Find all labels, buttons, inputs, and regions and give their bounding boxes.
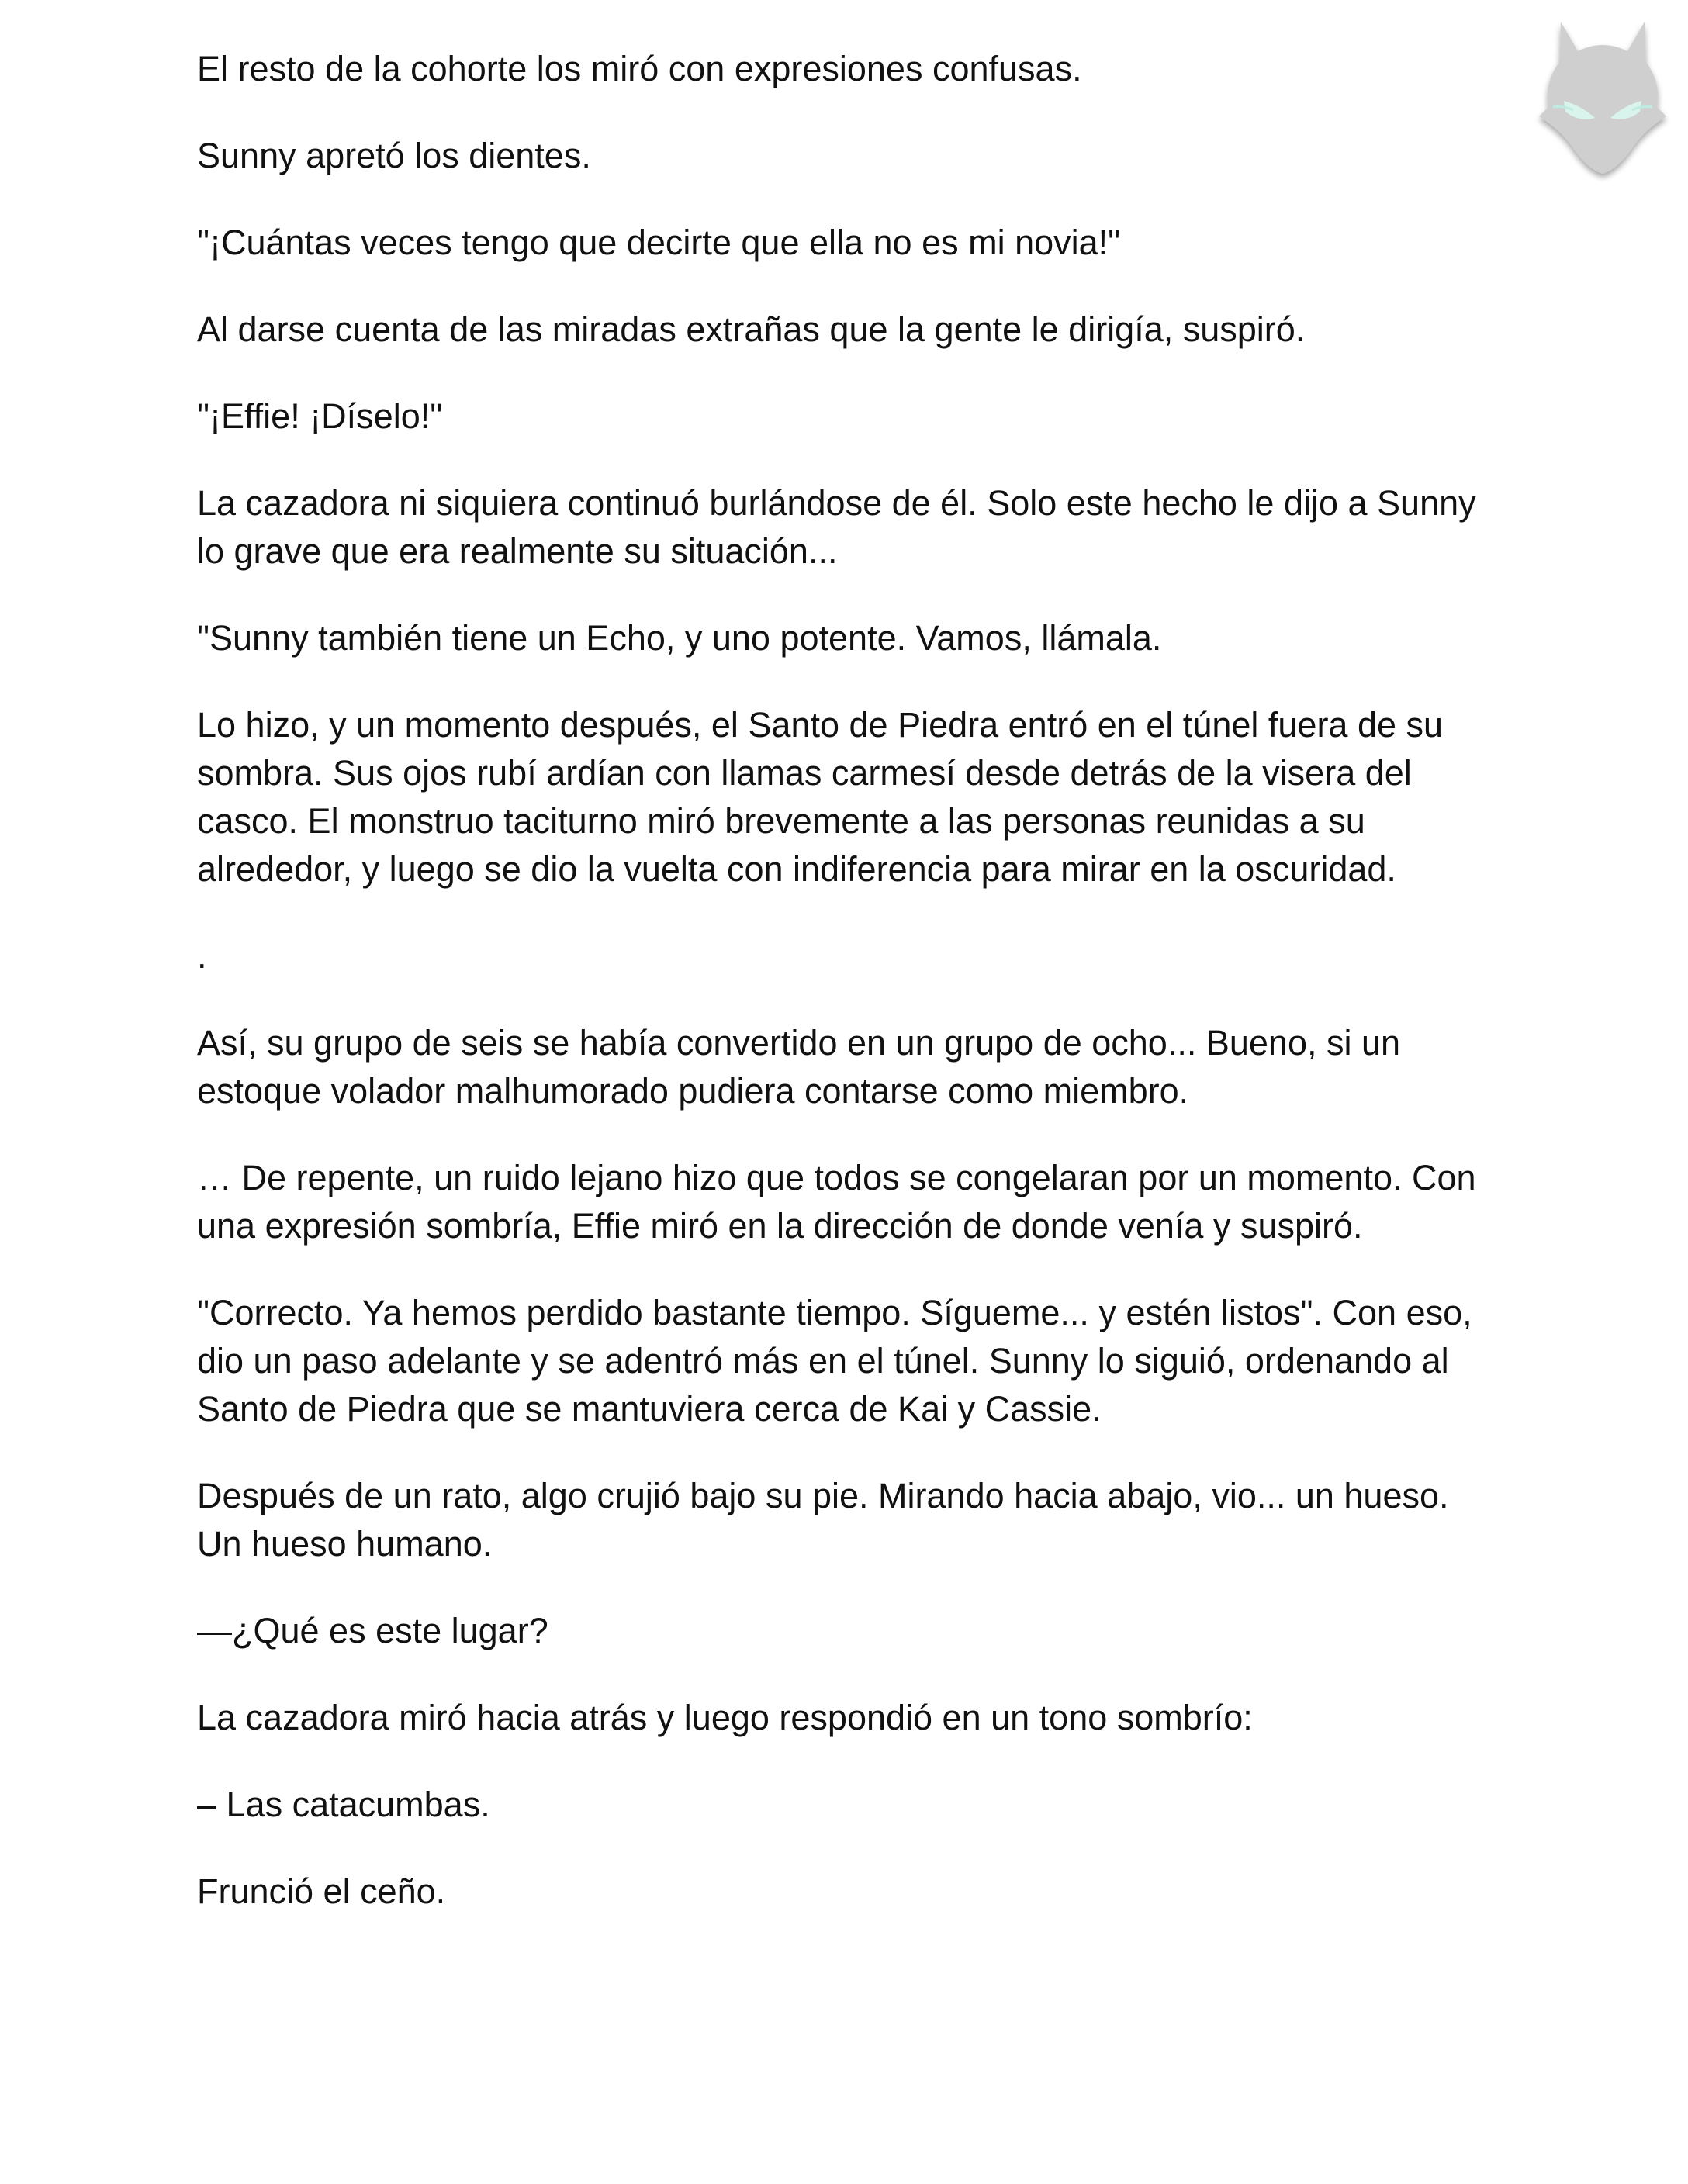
paragraph: "Sunny también tiene un Echo, y uno potente. Vamos, llámala. xyxy=(197,618,1162,658)
paragraph: "Correcto. Ya hemos perdido bastante tiempo. Sígueme... y estén listos". Con eso, dio un paso adelante y se adentró más en el túnel. Sunny lo siguió, ordenando al Santo de Piedra que se mantuviera cerca de Kai y Cassie. xyxy=(197,1293,1472,1429)
paragraph: "¡Cuántas veces tengo que decirte que ella no es mi novia!" xyxy=(197,223,1121,262)
paragraph: La cazadora ni siquiera continuó burlándose de él. Solo este hecho le dijo a Sunny lo grave que era realmente su situación... xyxy=(197,483,1476,571)
paragraph: Al darse cuenta de las miradas extrañas que la gente le dirigía, suspiró. xyxy=(197,309,1306,349)
horned-head-logo-icon xyxy=(1530,14,1676,185)
paragraph: —¿Qué es este lugar? xyxy=(197,1611,548,1650)
paragraph: Lo hizo, y un momento después, el Santo de Piedra entró en el túnel fuera de su sombra. Sus ojos rubí ardían con llamas carmesí desde detrás de la visera del casco. El monstruo taciturno miró brevemente a las personas reunidas a su alrededor, y luego se dio la vuelta con indiferencia para mirar en la oscuridad. xyxy=(197,705,1444,889)
paragraph: – Las catacumbas. xyxy=(197,1785,490,1824)
paragraph: Sunny apretó los dientes. xyxy=(197,136,591,175)
paragraph: Frunció el ceño. xyxy=(197,1871,446,1911)
scene-break: . xyxy=(197,936,207,976)
paragraph: … De repente, un ruido lejano hizo que todos se congelaran por un momento. Con una expresión sombría, Effie miró en la dirección de donde venía y suspiró. xyxy=(197,1158,1476,1246)
paragraph: El resto de la cohorte los miró con expresiones confusas. xyxy=(197,49,1082,88)
paragraph: Después de un rato, algo crujió bajo su pie. Mirando hacia abajo, vio... un hueso. Un hueso humano. xyxy=(197,1476,1449,1564)
paragraph: Así, su grupo de seis se había convertido en un grupo de ocho... Bueno, si un estoque volador malhumorado pudiera contarse como miembro. xyxy=(197,1023,1401,1111)
paragraph: "¡Effie! ¡Díselo!" xyxy=(197,396,443,436)
paragraph: La cazadora miró hacia atrás y luego respondió en un tono sombrío: xyxy=(197,1698,1253,1737)
document-body xyxy=(197,45,1500,1954)
